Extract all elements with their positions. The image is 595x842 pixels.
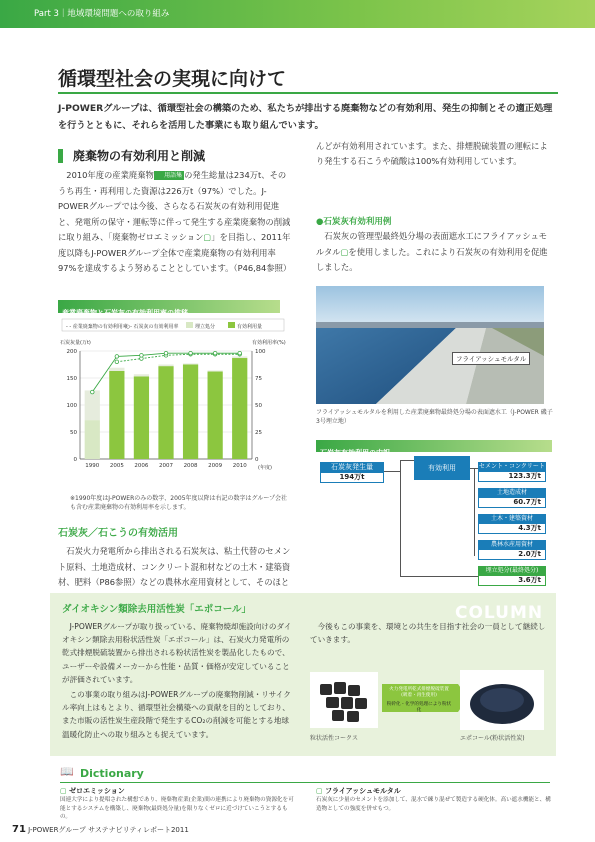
rate-point [238, 351, 242, 355]
dict-def-1: 国連大学により提唱された構想であり、廃棄物産業(企業)間の連携により廃棄物の資源化を可能とするシステムを構築し、廃棄物(最終処分量)を限りなくゼロに近づけていこうとするもの。 [60, 797, 294, 820]
example-body [316, 229, 554, 276]
rate-point [164, 351, 168, 355]
y-right-label: 有効利用率(%) [252, 340, 286, 346]
x-tick-label: 1990 [85, 463, 100, 469]
footer-text: J-POWERグループ サステナビリティレポート2011 [28, 826, 189, 834]
flow-title: 石炭灰有効利用の内訳 [320, 449, 390, 457]
dictionary-link-icon[interactable]: ▢ [203, 232, 212, 242]
dictionary-heading: Dictionary [80, 767, 144, 780]
column-body-1: J-POWERグループが取り扱っている、廃棄物焼却施設向けのダイオキシン類除去用粉状活性炭「エポコール」は、石炭火力発電所の乾式排煙脱硫装置から排出される粉状活性炭を製品化したもので、ユーザーや設備メーカーから性能・品質・価格が安定していることが評価されています。 [62, 622, 292, 684]
photo-label: フライアッシュモルタル [452, 352, 530, 365]
flow-item-label: 土地造成材 [478, 488, 546, 497]
ash-text-continued: んどが有効利用されています。また、排煙脱硫装置の運転により発生する石こうや硫酸は100%有効利用しています。 [316, 140, 548, 166]
bar-used [158, 366, 173, 459]
x-tick-label: 2006 [134, 463, 149, 469]
waste-text-c: 」を目指し、2011年度以降もJ-POWERグループ全体で産業廃棄物の有効利用率97%を達成するよう努めることとしています。（P46,84参照） [58, 232, 292, 273]
bar-used [85, 420, 100, 459]
legend-item: -○- 石炭灰の有効利用率 [124, 324, 179, 330]
column-heading: ダイオキシン類除去用活性炭「エポコール」 [62, 604, 252, 615]
flow-connector [400, 460, 414, 461]
powder-pile-top [480, 688, 524, 712]
y-tick-label: 200 [66, 349, 77, 355]
legend-item: 埋立処分 [195, 324, 216, 330]
bar-landfill [183, 363, 198, 364]
flow-item-value: 2.0万t [478, 549, 546, 560]
flow-connector [400, 576, 478, 577]
legend-item: 有効利用量 [237, 324, 263, 330]
dictionary-link-icon[interactable]: ▢ [340, 246, 349, 257]
dictionary-divider [60, 782, 550, 783]
bar-used [134, 376, 149, 459]
bar-landfill [134, 374, 149, 376]
flow-diagram [316, 456, 552, 586]
y-tick-label: 150 [66, 376, 77, 382]
bar-landfill [109, 368, 124, 371]
dict-term-icon: ▢ [316, 787, 323, 795]
x-unit-label: (年度) [258, 465, 272, 471]
chart-note: ※1990年度はJ-POWERのみの数字、2005年度以降は右記の数字はグループ会社も含む産業廃棄物の有効利用率を示します。 [70, 495, 288, 511]
flow-item-value: 123.3万t [478, 471, 546, 482]
page-title: 循環型社会の実現に向けて [58, 68, 287, 90]
waste-text-b: の発生総量は234万t、そのうち再生・再利用した資源は226万t（97%）でした。J-POWERグループでは今後、さらなる石炭灰の有効利用促進と、発電所の保守・運転等に伴って発生する産業廃棄物の削減に取り組み、「廃棄物ゼロエミッション [58, 170, 291, 242]
y2-tick-label: 0 [255, 457, 259, 463]
bar-used [183, 365, 198, 460]
rate-point [115, 355, 119, 359]
example-text-a: 石炭灰の管理型最終処分場の表面遮水工にフライアッシュモルタル [316, 231, 548, 257]
dict-term-icon: ▢ [60, 787, 67, 795]
photo-illustration [316, 286, 544, 404]
column-body-2: この事業の取り組みはJ-POWERグループの廃棄物削減・リサイクル率向上はもとより、循環型社会構築への貢献を目的としており、また市販の活性炭生産段階で発生するCO₂の削減を可能とする地球温暖化防止への取り組みとも捉えています。 [62, 690, 291, 739]
dict-term-1-text: ゼロエミッション [69, 787, 125, 795]
rate-point [213, 351, 217, 355]
flow-source-value: 194万t [320, 472, 384, 483]
header-breadcrumb: Part 3｜地域環境問題への取り組み [34, 9, 170, 19]
dict-term-2 [316, 786, 401, 796]
y-tick-label: 50 [70, 430, 77, 436]
process-arrow-text-1: 火力発電所乾式排煙脱硫装置(吸着・再生使用) [389, 687, 449, 698]
y-left-label: 石炭灰量(万t) [60, 340, 91, 346]
flow-mid-label: 有効利用 [414, 456, 470, 480]
powder-image-label: エポコール(粉状活性炭) [460, 735, 525, 742]
chart-title: 産業廃棄物と石炭灰の有効利用率の推移 [62, 309, 188, 317]
bar-used [208, 372, 223, 459]
y2-tick-label: 75 [255, 376, 262, 382]
glossary-badge[interactable]: 用語集 [154, 171, 184, 180]
section-waste-body [58, 168, 294, 277]
y-tick-label: 0 [73, 457, 77, 463]
lead-paragraph: J-POWERグループは、循環型社会の構築のため、私たちが排出する廃棄物などの有効利用、発生の抑制とその適正処理を行うとともに、それらを活用した事業にも取り組んでいます。 [58, 103, 553, 131]
example-text-b: を使用しました。これにより石炭灰の有効利用を促進しました。 [316, 246, 548, 272]
column-tag: COLUMN [455, 603, 544, 623]
x-tick-label: 2008 [183, 463, 198, 469]
process-arrow-text-2: 粉砕化・化学的処理により粉状化 [386, 702, 452, 713]
flow-item-value: 4.3万t [478, 523, 546, 534]
bar-landfill [158, 365, 173, 367]
flow-title-bar [316, 440, 552, 457]
waste-text-a: 2010年度の産業廃棄物 [66, 170, 154, 180]
rate-point [189, 351, 193, 355]
bar-landfill [232, 356, 247, 358]
waste-chart [58, 317, 290, 492]
section-ash-body-left [58, 544, 294, 590]
flow-item-label: 土木・建築資材 [478, 514, 546, 523]
y2-tick-label: 100 [255, 349, 266, 355]
flow-connector [474, 468, 475, 556]
flow-connector [384, 471, 400, 472]
y2-tick-label: 25 [255, 430, 262, 436]
bar-landfill [208, 370, 223, 371]
flow-item-label: 農林水産用資材 [478, 540, 546, 549]
flow-item-label: セメント・コンクリート [479, 463, 545, 470]
photo-caption: フライアッシュモルタルを利用した産業廃棄物最終処分場の表面遮水工（J-POWER 磯子3号埋立地） [316, 409, 553, 425]
page-number: 71 [12, 824, 26, 835]
column-body-3: 今後もこの事業を、環境との共生を目指す社会の一員として継続していきます。 [310, 622, 546, 645]
flow-item-value: 60.7万t [478, 497, 546, 508]
legend-item: - - 産業廃棄物の有効利用率 [66, 324, 128, 330]
legend-swatch-used [228, 322, 235, 328]
section-heading-ash: 石炭灰／石こうの有効活用 [58, 528, 178, 539]
chart-title-bar [58, 300, 280, 317]
coke-image-label: 粒状活性コークス [310, 735, 358, 742]
rate-point [140, 354, 144, 358]
book-icon: 📖 [60, 765, 74, 778]
dict-term-2-text: フライアッシュモルタル [325, 787, 401, 795]
title-underline [58, 92, 558, 94]
flow-landfill-label: 埋立処分(最終処分) [478, 566, 546, 575]
rate-point [115, 360, 119, 364]
legend-swatch-landfill [186, 322, 193, 328]
dict-term-1 [60, 786, 125, 796]
photo-landfill [316, 286, 544, 404]
y2-tick-label: 50 [255, 403, 262, 409]
y-tick-label: 100 [66, 403, 77, 409]
flow-landfill-value: 3.6万t [478, 575, 546, 586]
flow-source-label: 石炭灰発生量 [320, 462, 384, 472]
flow-connector [400, 460, 401, 576]
bar-used [109, 371, 124, 459]
ash-text: 石炭火力発電所から排出される石炭灰は、粘土代替のセメント原料、土地造成材、コンクリート混和材などの土木・建築資材、肥料（P86参照）などの農林水産用資材として、そのほと [58, 546, 291, 587]
footer [12, 824, 189, 835]
example-heading: ●石炭灰有効利用例 [316, 217, 392, 227]
x-tick-label: 2005 [109, 463, 124, 469]
section-ash-body-right [316, 138, 554, 198]
bar-landfill [85, 390, 100, 420]
dict-def-2: 石炭灰に少量のセメントを添加して、混水で練り混ぜて製造する硬化体。高い遮水機能と、構造物としての強度を併せもつ。 [316, 797, 551, 812]
x-tick-label: 2007 [159, 463, 173, 469]
section-heading-waste: 廃棄物の有効利用と削減 [58, 149, 205, 163]
rate-point [90, 390, 94, 394]
x-tick-label: 2009 [208, 463, 223, 469]
x-tick-label: 2010 [232, 463, 247, 469]
bar-used [232, 358, 247, 459]
